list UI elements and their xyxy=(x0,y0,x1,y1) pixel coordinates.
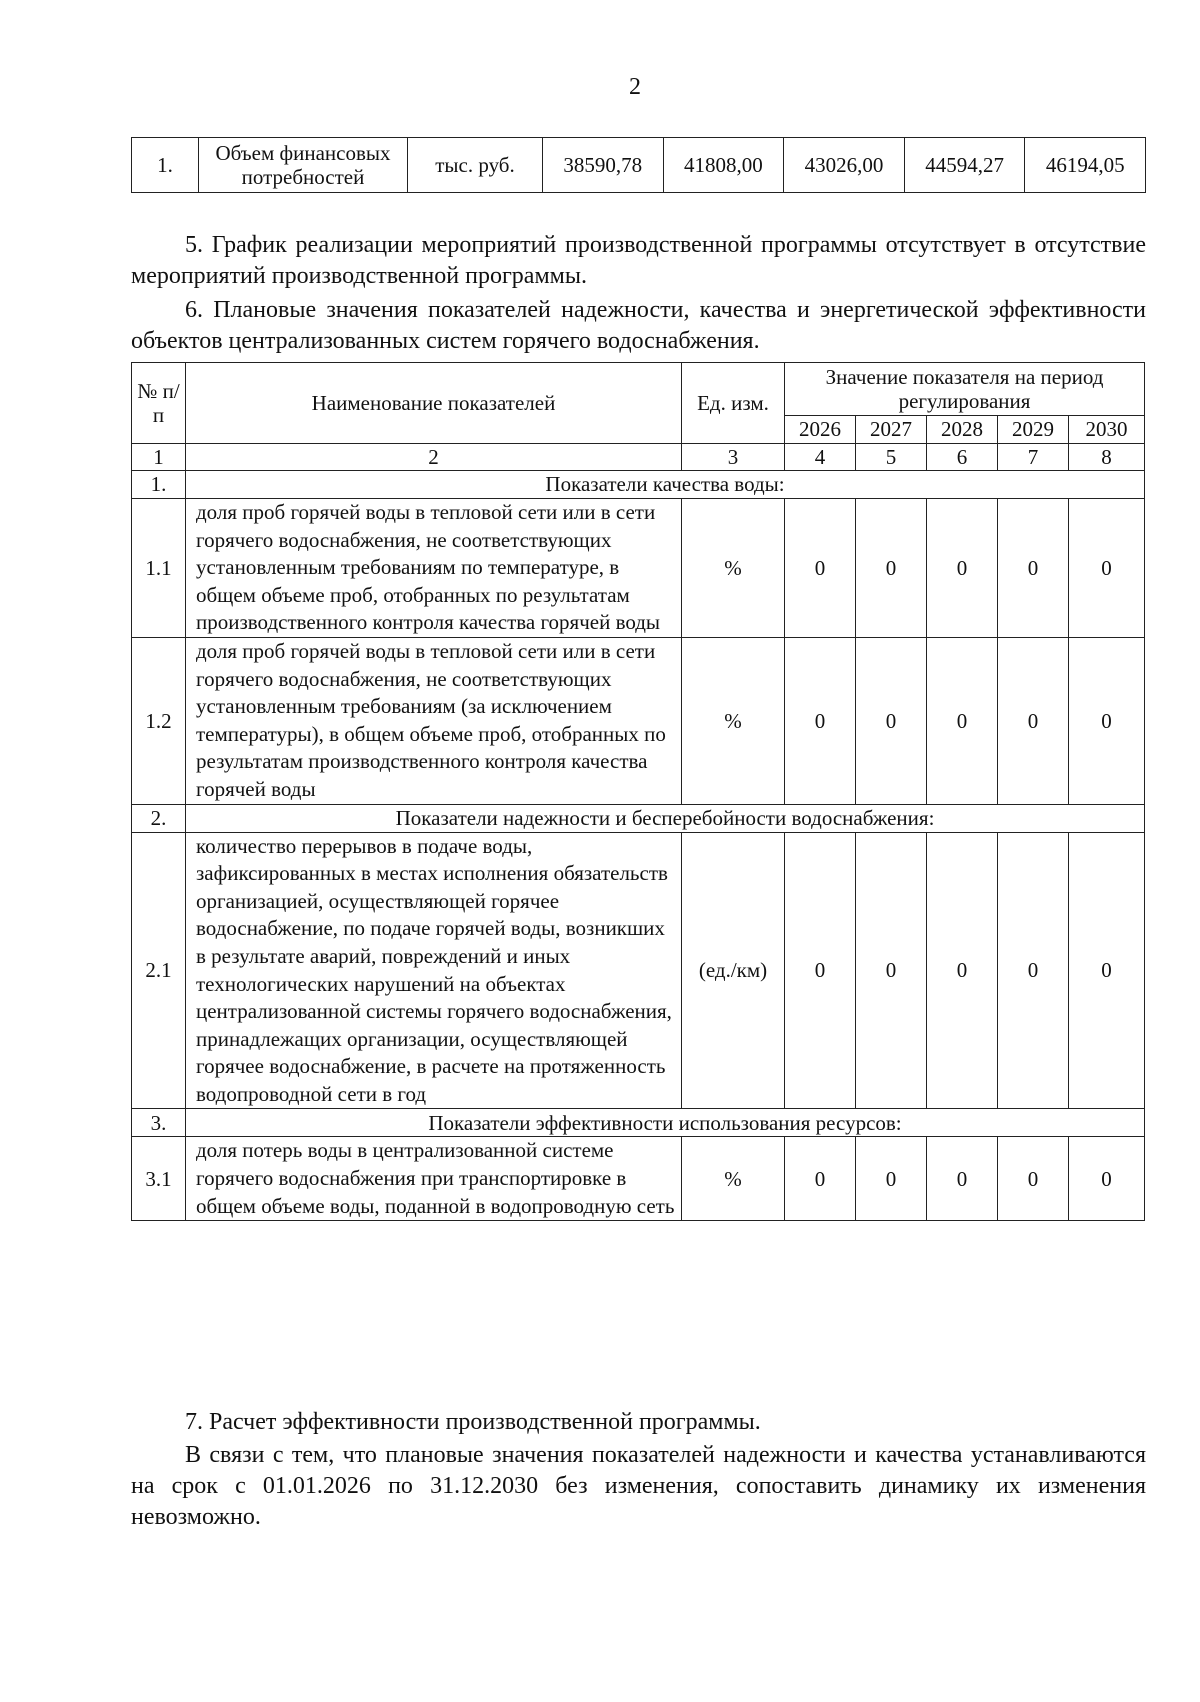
section-title: Показатели качества воды: xyxy=(186,471,1145,499)
indicator-row xyxy=(132,832,1145,1109)
indicator-value: 0 xyxy=(856,1137,927,1221)
indicator-number: 1.1 xyxy=(132,499,186,638)
column-number: 6 xyxy=(927,444,998,471)
finance-value: 43026,00 xyxy=(784,138,905,193)
indicator-value: 0 xyxy=(785,1137,856,1221)
indicator-row xyxy=(132,1137,1145,1221)
indicator-value: 0 xyxy=(785,637,856,804)
column-number: 8 xyxy=(1069,444,1145,471)
indicator-value: 0 xyxy=(856,832,927,1109)
indicator-value: 0 xyxy=(927,499,998,638)
finance-table xyxy=(131,137,1146,193)
section-title: Показатели надежности и бесперебойности водоснабжения: xyxy=(186,804,1145,832)
finance-value: 44594,27 xyxy=(904,138,1025,193)
paragraph-5 xyxy=(131,230,1146,292)
finance-value: 46194,05 xyxy=(1025,138,1146,193)
indicator-value: 0 xyxy=(998,637,1069,804)
indicator-value: 0 xyxy=(1069,637,1145,804)
header-unit: Ед. изм. xyxy=(682,363,785,444)
column-number: 2 xyxy=(186,444,682,471)
paragraph-5-text: 5. График реализации мероприятий производственной программы отсутствует в отсутствие мероприятий производственной программы. xyxy=(131,232,1146,289)
indicator-row xyxy=(132,499,1145,638)
section-number: 1. xyxy=(132,471,186,499)
paragraph-6-text: 6. Плановые значения показателей надежности, качества и энергетической эффективности объектов централизованных систем горячего водоснабжения. xyxy=(131,297,1146,354)
finance-row-unit: тыс. руб. xyxy=(408,138,543,193)
indicator-value: 0 xyxy=(1069,499,1145,638)
indicator-value: 0 xyxy=(785,832,856,1109)
indicator-value: 0 xyxy=(1069,832,1145,1109)
indicator-value: 0 xyxy=(785,499,856,638)
indicator-name: доля проб горячей воды в тепловой сети или в сети горячего водоснабжения, не соответствующих установленным требованиям по температуре, в общем объеме проб, отобранных по результатам производственного контроля качества горячей воды xyxy=(186,499,682,638)
paragraph-7 xyxy=(131,1407,1146,1438)
indicator-value: 0 xyxy=(927,1137,998,1221)
header-year: 2026 xyxy=(785,416,856,444)
indicator-name: количество перерывов в подаче воды, зафиксированных в местах исполнения обязательств организацией, осуществляющей горячее водоснабжение, по подаче горячей воды, возникших в результате аварий, повреждений и иных технологических нарушений на объектах централизованной системы горячего водоснабжения, принадлежащих организации, осуществляющей горячее водоснабжение, в расчете на протяженность водопроводной сети в год xyxy=(186,832,682,1109)
column-numbers-row xyxy=(132,444,1145,471)
header-year: 2027 xyxy=(856,416,927,444)
header-name: Наименование показателей xyxy=(186,363,682,444)
indicator-unit: (ед./км) xyxy=(682,832,785,1109)
page-number: 2 xyxy=(629,74,641,100)
paragraph-6 xyxy=(131,295,1146,357)
indicators-table xyxy=(131,362,1145,1221)
column-number: 4 xyxy=(785,444,856,471)
column-number: 3 xyxy=(682,444,785,471)
header-year: 2030 xyxy=(1069,416,1145,444)
section-row xyxy=(132,1109,1145,1137)
header-row xyxy=(132,363,1145,416)
finance-value: 38590,78 xyxy=(543,138,664,193)
column-number: 7 xyxy=(998,444,1069,471)
paragraph-8 xyxy=(131,1440,1146,1533)
indicator-value: 0 xyxy=(856,499,927,638)
finance-row-name: Объем финансовых потребностей xyxy=(199,138,408,193)
finance-row-number: 1. xyxy=(132,138,199,193)
column-number: 5 xyxy=(856,444,927,471)
indicator-number: 3.1 xyxy=(132,1137,186,1221)
paragraph-7-text: 7. Расчет эффективности производственной программы. xyxy=(185,1409,761,1435)
finance-value: 41808,00 xyxy=(663,138,784,193)
paragraph-8-text: В связи с тем, что плановые значения показателей надежности и качества устанавливаются на срок с 01.01.2026 по 31.12.2030 без изменения, сопоставить динамику их изменения невозможно. xyxy=(131,1442,1146,1530)
section-number: 2. xyxy=(132,804,186,832)
indicator-value: 0 xyxy=(1069,1137,1145,1221)
indicator-unit: % xyxy=(682,499,785,638)
indicator-unit: % xyxy=(682,1137,785,1221)
indicator-name: доля потерь воды в централизованной системе горячего водоснабжения при транспортировке в общем объеме воды, поданной в водопроводную сеть xyxy=(186,1137,682,1221)
section-row xyxy=(132,804,1145,832)
header-number: № п/п xyxy=(132,363,186,444)
indicator-value: 0 xyxy=(998,1137,1069,1221)
indicator-number: 1.2 xyxy=(132,637,186,804)
indicator-value: 0 xyxy=(998,499,1069,638)
section-row xyxy=(132,471,1145,499)
header-year: 2028 xyxy=(927,416,998,444)
section-number: 3. xyxy=(132,1109,186,1137)
indicator-number: 2.1 xyxy=(132,832,186,1109)
indicator-value: 0 xyxy=(856,637,927,804)
indicator-value: 0 xyxy=(998,832,1069,1109)
indicator-value: 0 xyxy=(927,832,998,1109)
finance-row xyxy=(132,138,1146,193)
header-year: 2029 xyxy=(998,416,1069,444)
indicator-value: 0 xyxy=(927,637,998,804)
column-number: 1 xyxy=(132,444,186,471)
indicator-unit: % xyxy=(682,637,785,804)
indicator-row xyxy=(132,637,1145,804)
section-title: Показатели эффективности использования ресурсов: xyxy=(186,1109,1145,1137)
indicator-name: доля проб горячей воды в тепловой сети или в сети горячего водоснабжения, не соответствующих установленным требованиям (за исключением температуры), в общем объеме проб, отобранных по результатам производственного контроля качества горячей воды xyxy=(186,637,682,804)
header-period: Значение показателя на период регулирования xyxy=(785,363,1145,416)
